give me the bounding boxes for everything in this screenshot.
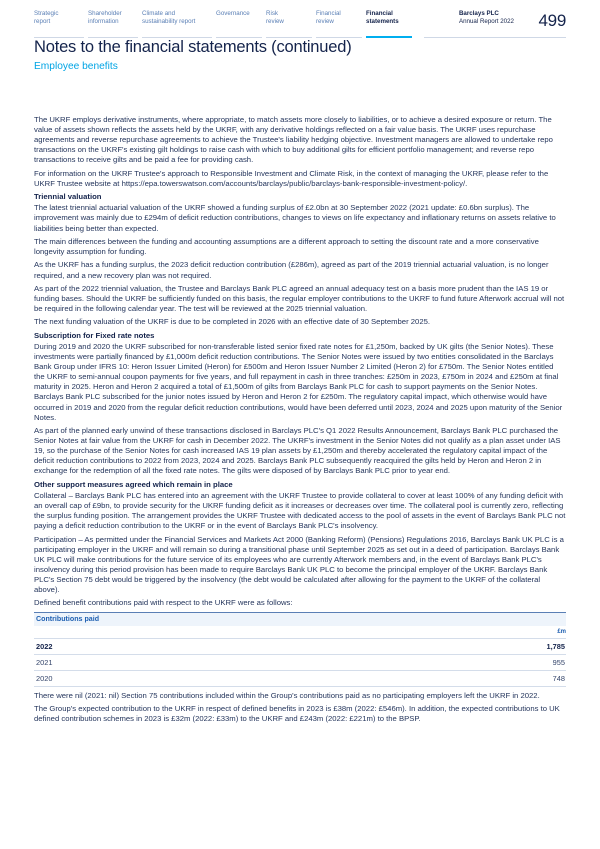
paragraph: The UKRF employs derivative instruments, where appropriate, to match assets more closely to liabilities, or to achieve a desired exposure or return. The value of assets shown reflects the assets held by the UKRF, with any derivative holdings reflected on a fair value basis. The UKRF uses repurchase agreements and reverse repurchase agreements to achieve the Trustee's liability hedging objective. Investment managers are allowed to undertake repo transactions on the UKRF's existing gilt holdings to raise cash with which to buy additional gilts for efficient portfolio management; and reverse repo transactions to receive gilts and be paid a fee for providing cash.: [34, 115, 553, 165]
paragraph: For information on the UKRF Trustee's approach to Responsible Investment and Climate Risk, in the context of managing the UKRF, please refer to the UKRF Trustee website at https://epa.towerswatson.com/accounts/barclays/public/barclays-bank-responsible-investment-policy/.: [34, 168, 549, 188]
nav-divider: [424, 37, 566, 38]
row-value: 955: [552, 657, 565, 667]
table-row: [34, 671, 566, 687]
row-value: 1,785: [546, 641, 565, 651]
paragraph: The next funding valuation of the UKRF is due to be completed in 2026 with an effective date of 30 September 2025.: [34, 317, 431, 327]
table-row: [34, 639, 566, 655]
section-heading: Triennial valuation: [34, 192, 102, 202]
table-row: [34, 655, 566, 671]
paragraph: Collateral – Barclays Bank PLC has entered into an agreement with the UKRF Trustee to provide collateral to cover at least 100% of any funding deficit with an overall cap of £9bn, to provide security for the UKRF funding deficit as it increases or decreases over time. The collateral pool is currently zero, reflecting the surplus funding position. The arrangement provides the UKRF Trustee with dedicated access to the pool of assets in the event of Barclays Bank PLC not paying a deficit reduction contribution to the UKRF or in the event of Barclays Bank PLC's insolvency.: [34, 490, 566, 531]
nav-active-indicator: [366, 36, 412, 38]
nav-shareholder-information[interactable]: Shareholder information: [88, 10, 122, 25]
row-year: 2021: [36, 657, 53, 667]
paragraph: During 2019 and 2020 the UKRF subscribed for non-transferable listed senior fixed rate notes for £1,250m, backed by UK gilts (the Senior Notes). These investments were partially financed by £1,000m deficit reduction contributions. The Senior Notes were issued by two entities consolidated in the Barclays Bank Group under IFRS 10: Heron Issuer Limited (Heron) for £500m and Heron Issuer Number 2 Limited (Heron 2) for £750m. The Senior Notes entitled the UKRF to semi-annual coupon payments for five years, and full repayment in cash in three tranches: £250m in 2023, £750m in 2024 and £250m at final maturity in 2025. Heron and Heron 2 acquired a total of £1,500m of gilts from Barclays Bank PLC for cash to support payments on the Senior Notes. Barclays Bank PLC subscribed for the junior notes issued by Heron and Heron 2 for £250m. The regulatory capital impact, which otherwise would have occurred in 2019 and 2020 from the regular deficit reduction contributions, would have been deferred until 2023, 2024 and 2025 upon maturity of the Senior Notes.: [34, 341, 563, 422]
nav-governance[interactable]: Governance: [216, 10, 250, 17]
row-value: 748: [552, 673, 565, 683]
paragraph: As part of the planned early unwind of these transactions disclosed in Barclays PLC's Q1 2022 Results Announcement, Barclays Bank PLC purchased the Senior Notes at fair value from the UKRF for cash in December 2022. The UKRF's investment in the Senior Notes did not qualify as a plan asset under IAS 19, so the purchase of the Senior Notes for cash increased IAS 19 plan assets by £1,250m and thereby accelerated the regulatory capital impact of the deficit reduction contributions to 2022 from 2023, 2024 and 2025. Barclays Bank PLC subsequently reacquired the gilts held by Heron and Heron 2 in exchange for the redemption of all the fixed rate notes. The gilts were disposed of by Barclays Bank PLC prior to year end.: [34, 426, 561, 476]
table-unit-header: £m: [34, 626, 566, 639]
section-heading: Other support measures agreed which remain in place: [34, 479, 233, 489]
nav-climate-sustainability[interactable]: Climate and sustainability report: [142, 10, 196, 25]
nav-strategic-report[interactable]: Strategic report: [34, 10, 59, 25]
row-year: 2020: [36, 673, 53, 683]
paragraph: The main differences between the funding and accounting assumptions are a different approach to setting the discount rate and a more conservative longevity assumption for funding.: [34, 236, 539, 257]
report-name: Annual Report 2022: [458, 17, 514, 25]
page-number: 499: [538, 11, 566, 30]
section-heading: Subscription for Fixed rate notes: [34, 330, 155, 340]
nav-financial-statements[interactable]: Financial statements: [366, 10, 399, 25]
paragraph: Participation – As permitted under the Financial Services and Markets Act 2000 (Banking Reform) (Pensions) Regulations 2016, Barclays Bank UK PLC is a participating employer in the UKRF and will remain so during a transitional phase until September 2025 as set out in a deed of participation. Barclays Bank UK PLC will make contributions for the future service of its employees who are currently Afterwork members and, in the event of Barclays Bank PLC's insolvency during this period provision has been made to require Barclays Bank UK PLC to become the principal employer of the UKRF. Barclays Bank PLC's Section 75 debt would be triggered by the insolvency (the debt would be calculated after allowing for the payment to the UKRF of the collateral above).: [34, 534, 564, 594]
table-title: Contributions paid: [34, 612, 566, 626]
paragraph: Defined benefit contributions paid with respect to the UKRF were as follows:: [34, 598, 293, 608]
paragraph: As part of the 2022 triennial valuation, the Trustee and Barclays Bank PLC agreed an annual adequacy test on a basis more prudent than the IAS 19 or funding bases. Should the UKRF be sufficiently funded on this basis, the regular employer contributions to the UKRF to fund future Afterwork accrual will not be required in the following calendar year. The test will be reviewed at the 2025 triennial valuation.: [34, 283, 565, 314]
paragraph: As the UKRF has a funding surplus, the 2023 deficit reduction contribution (£286m), agreed as part of the 2019 triennial actuarial valuation, is no longer required, and a new recovery plan was not required.: [34, 260, 549, 280]
body-content: [34, 115, 566, 728]
brand-block: [459, 10, 514, 25]
row-year: 2022: [36, 641, 53, 651]
paragraph: The latest triennial actuarial valuation of the UKRF showed a funding surplus of £2.0bn at 30 September 2022 (2021 update: £0.6bn surplus). The improvement was mainly due to £294m of deficit reduction contributions, changes to views on life expectancy and inflationary returns on assets relative to liabilities being better than expected.: [34, 203, 556, 233]
nav-financial-review[interactable]: Financial review: [316, 10, 341, 25]
section-subtitle: Employee benefits: [34, 61, 118, 72]
paragraph: There were nil (2021: nil) Section 75 contributions included within the Group's contributions paid as no participating employers left the UKRF in 2022.: [34, 690, 540, 700]
top-navigation: [34, 10, 566, 34]
brand-name: Barclays PLC: [458, 10, 499, 17]
paragraph: The Group's expected contribution to the UKRF in respect of defined benefits in 2023 is £38m (2022: £546m). In addition, the expected contributions to UK defined contribution schemes in 2023 is £32m (2022: £33m) to the UKRF and £243m (2022: £221m) to the BPSP.: [34, 704, 560, 724]
contributions-table: [34, 612, 566, 687]
page-title: Notes to the financial statements (continued): [34, 38, 352, 56]
nav-risk-review[interactable]: Risk review: [266, 10, 284, 25]
